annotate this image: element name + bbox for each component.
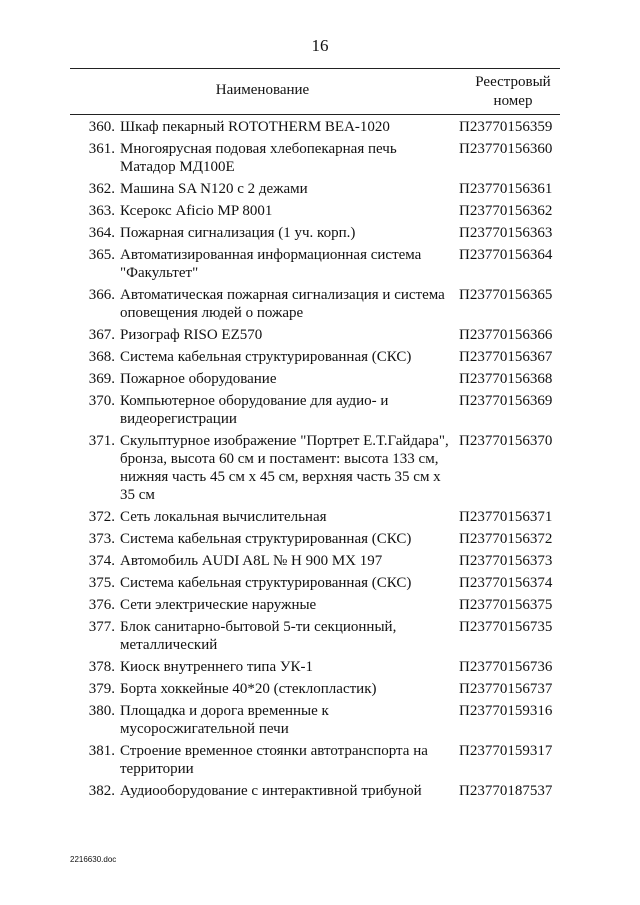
row-number: 379. — [88, 681, 115, 697]
column-header-registry-number — [458, 73, 568, 111]
column-header-registry-line1: Реестровый — [475, 74, 551, 90]
table-row — [70, 246, 560, 282]
row-name: Сети электрические наружные — [120, 597, 317, 613]
row-number: 374. — [88, 553, 115, 569]
row-registry-number: П23770156360 — [459, 141, 553, 157]
row-registry-number: П23770156735 — [459, 619, 553, 635]
row-number: 370. — [88, 393, 115, 409]
row-number: 371. — [88, 433, 115, 449]
row-registry-number: П23770156366 — [459, 327, 553, 343]
document-footer-code: 2216630.doc — [70, 855, 117, 864]
row-registry-number: П23770156362 — [459, 203, 553, 219]
row-number: 373. — [88, 531, 115, 547]
row-number: 368. — [88, 349, 115, 365]
table-row — [70, 530, 560, 548]
row-name: Борта хоккейные 40*20 (стеклопластик) — [120, 681, 377, 697]
row-registry-number: П23770156374 — [459, 575, 553, 591]
row-name: Пожарное оборудование — [120, 371, 277, 387]
row-registry-number: П23770156364 — [459, 247, 553, 263]
row-registry-number: П23770156737 — [459, 681, 553, 697]
table-row — [70, 392, 560, 428]
table-row — [70, 782, 560, 800]
table-row — [70, 348, 560, 366]
row-name: Компьютерное оборудование для аудио- и видеорегистрации — [120, 393, 389, 427]
table-body — [70, 118, 560, 804]
table-row — [70, 180, 560, 198]
column-header-registry-line2: номер — [493, 93, 533, 109]
row-registry-number: П23770187537 — [459, 783, 553, 799]
row-name: Строение временное стоянки автотранспорта на территории — [120, 743, 428, 777]
row-name: Система кабельная структурированная (СКС) — [120, 575, 412, 591]
table-row — [70, 596, 560, 614]
table-row — [70, 658, 560, 676]
row-registry-number: П23770156361 — [459, 181, 553, 197]
row-registry-number: П23770156359 — [459, 119, 553, 135]
row-name: Площадка и дорога временные к мусоросжигательной печи — [120, 703, 329, 737]
row-number: 363. — [88, 203, 115, 219]
table-row — [70, 140, 560, 176]
row-registry-number: П23770156372 — [459, 531, 553, 547]
row-name: Автомобиль AUDI A8L № Н 900 МХ 197 — [120, 553, 383, 569]
row-name: Автоматизированная информационная система "Факультет" — [120, 247, 422, 281]
table-row — [70, 574, 560, 592]
page-number: 16 — [311, 36, 329, 55]
row-number: 362. — [88, 181, 115, 197]
table-row — [70, 552, 560, 570]
table-row — [70, 118, 560, 136]
table-row — [70, 286, 560, 322]
row-name: Ксерокс Aficio MP 8001 — [120, 203, 273, 219]
row-name: Многоярусная подовая хлебопекарная печь Матадор МД100Е — [120, 141, 397, 175]
row-registry-number: П23770156369 — [459, 393, 553, 409]
row-name: Аудиооборудование с интерактивной трибуной — [120, 783, 422, 799]
row-registry-number: П23770156368 — [459, 371, 553, 387]
row-registry-number: П23770156365 — [459, 287, 553, 303]
row-name: Система кабельная структурированная (СКС) — [120, 531, 412, 547]
column-header-name: Наименование — [215, 82, 310, 98]
row-number: 375. — [88, 575, 115, 591]
row-name: Система кабельная структурированная (СКС) — [120, 349, 412, 365]
row-registry-number: П23770156375 — [459, 597, 553, 613]
row-number: 377. — [88, 619, 115, 635]
row-name: Киоск внутреннего типа УК-1 — [120, 659, 313, 675]
row-name: Блок санитарно-бытовой 5-ти секционный, металлический — [120, 619, 397, 653]
row-name: Шкаф пекарный ROTOTHERM BEA-1020 — [120, 119, 390, 135]
row-registry-number: П23770159316 — [459, 703, 553, 719]
row-name: Сеть локальная вычислительная — [120, 509, 327, 525]
row-registry-number: П23770156363 — [459, 225, 553, 241]
row-number: 367. — [88, 327, 115, 343]
row-number: 364. — [88, 225, 115, 241]
row-number: 378. — [88, 659, 115, 675]
row-name: Машина SA N120 с 2 дежами — [120, 181, 308, 197]
row-number: 380. — [88, 703, 115, 719]
table-row — [70, 742, 560, 778]
table-row — [70, 680, 560, 698]
row-number: 381. — [88, 743, 115, 759]
row-number: 372. — [88, 509, 115, 525]
row-registry-number: П23770156736 — [459, 659, 553, 675]
table-row — [70, 370, 560, 388]
row-number: 376. — [88, 597, 115, 613]
row-number: 366. — [88, 287, 115, 303]
row-number: 369. — [88, 371, 115, 387]
row-registry-number: П23770156371 — [459, 509, 553, 525]
row-registry-number: П23770156373 — [459, 553, 553, 569]
row-number: 361. — [88, 141, 115, 157]
row-registry-number: П23770156370 — [459, 433, 553, 449]
row-registry-number: П23770156367 — [459, 349, 553, 365]
table-row — [70, 326, 560, 344]
table-header — [70, 68, 560, 115]
table-row — [70, 224, 560, 242]
row-name: Скульптурное изображение "Портрет Е.Т.Гайдара", бронза, высота 60 см и постамент: высота 133 см, нижняя часть 45 см х 45 см, верхняя часть 35 см х 35 см — [120, 433, 449, 503]
row-number: 360. — [88, 119, 115, 135]
row-name: Ризограф RISO EZ570 — [120, 327, 263, 343]
row-number: 382. — [88, 783, 115, 799]
row-registry-number: П23770159317 — [459, 743, 553, 759]
row-name: Пожарная сигнализация (1 уч. корп.) — [120, 225, 356, 241]
table-row — [70, 618, 560, 654]
row-name: Автоматическая пожарная сигнализация и система оповещения людей о пожаре — [120, 287, 445, 321]
table-row — [70, 508, 560, 526]
table-row — [70, 432, 560, 504]
table-row — [70, 702, 560, 738]
table-row — [70, 202, 560, 220]
row-number: 365. — [88, 247, 115, 263]
